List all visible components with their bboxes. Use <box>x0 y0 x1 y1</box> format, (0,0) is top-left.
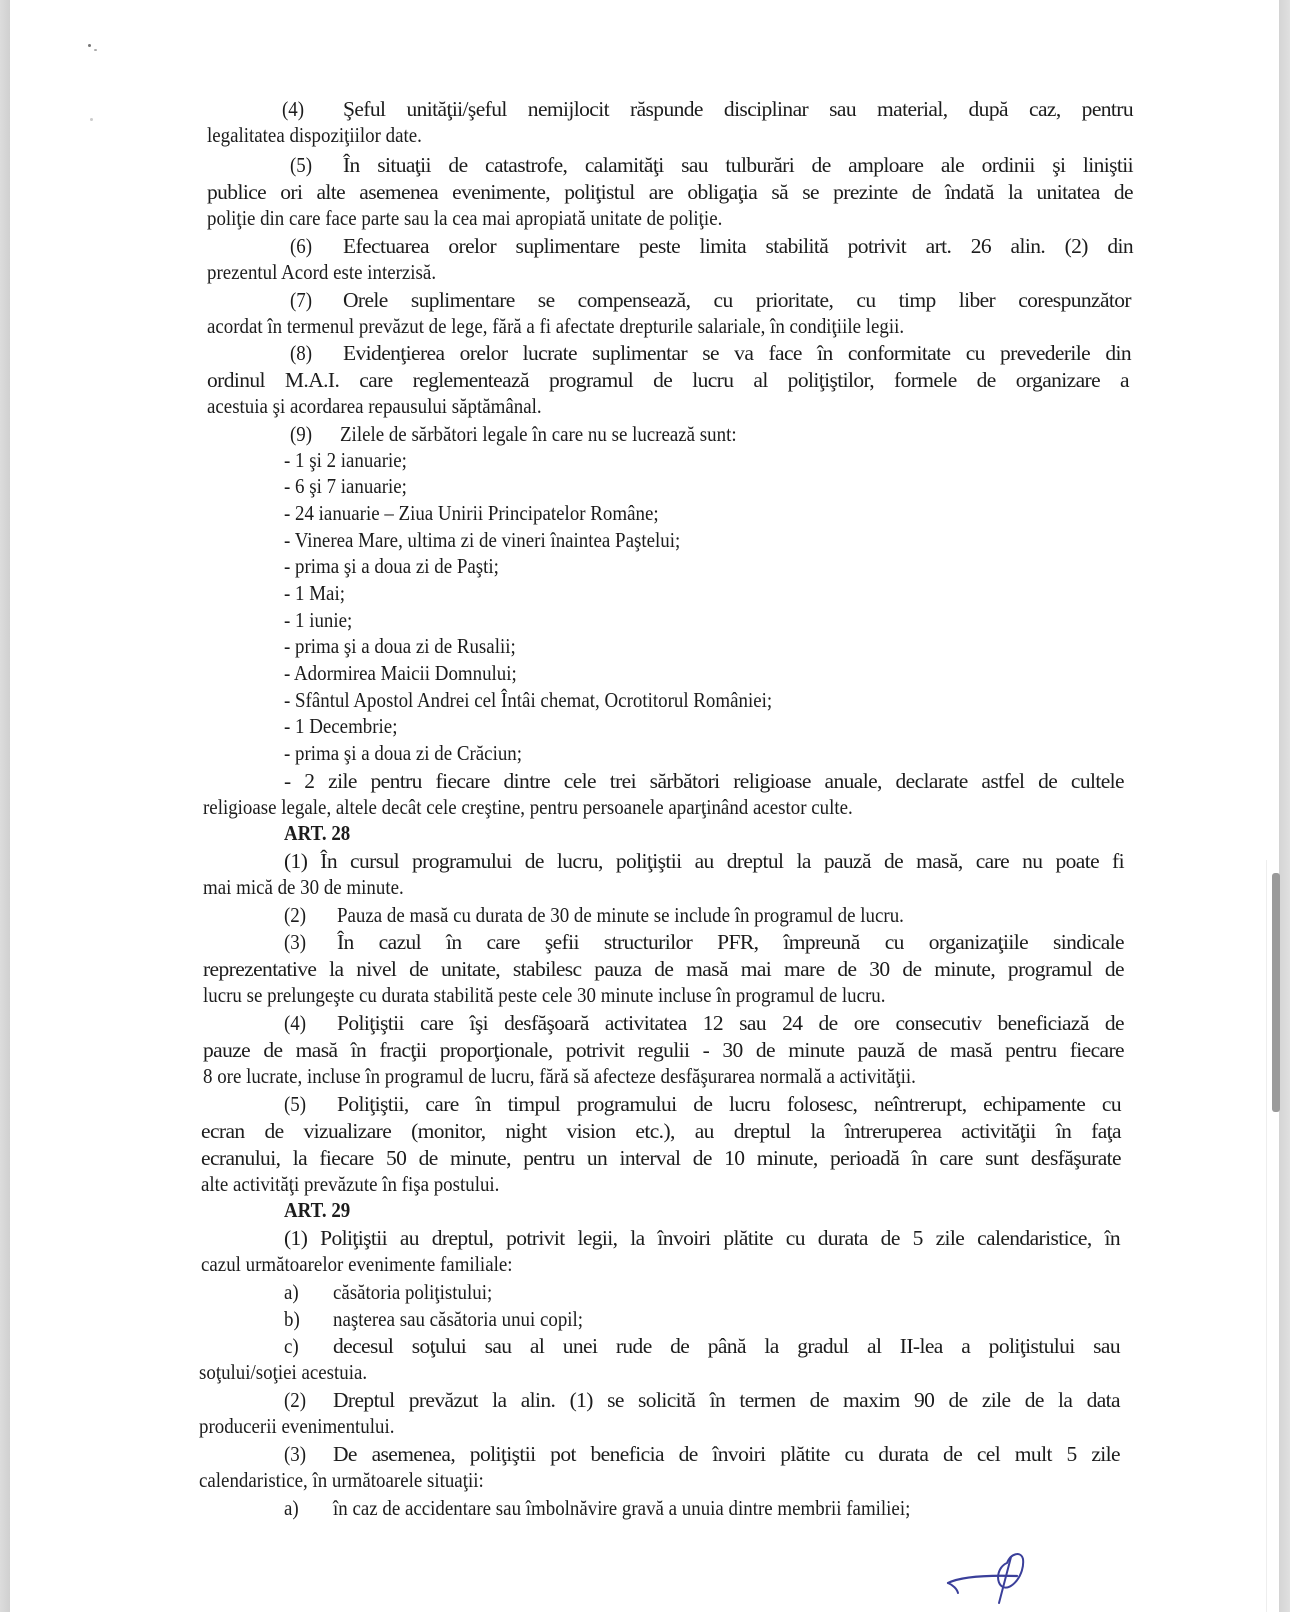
holiday-item: - 6 şi 7 ianuarie; <box>284 474 407 498</box>
paragraph-line: Evidenţierea orelor lucrate suplimentar se va face în conformitate cu prevederile din <box>343 341 1131 365</box>
paragraph-line: lucru se prelungeşte cu durata stabilită peste cele 30 minute incluse în programul de lucru. <box>203 983 886 1007</box>
paragraph-line: Orele suplimentare se compensează, cu prioritate, cu timp liber corespunzător <box>343 288 1131 312</box>
paragraph-line: pauze de masă în fracţii proporţionale, potrivit regulii - 30 de minute pauză de masă pentru fiecare <box>203 1038 1124 1062</box>
viewer-left-edge <box>0 0 10 1612</box>
list-item: decesul soţului sau al unei rude de până la gradul al II-lea a poliţistului sau <box>333 1334 1120 1358</box>
paragraph-line: Şeful unităţii/şeful nemijlocit răspunde disciplinar sau material, după caz, pentru <box>343 97 1133 121</box>
paragraph-line: producerii evenimentului. <box>199 1414 395 1438</box>
paragraph-line: cazul următoarelor evenimente familiale: <box>201 1252 513 1276</box>
list-item-label: b) <box>284 1307 300 1331</box>
holiday-item: - 1 şi 2 ianuarie; <box>284 448 407 472</box>
holiday-item: - prima şi a doua zi de Crăciun; <box>284 741 522 765</box>
paragraph-line: ecranului, la fiecare 50 de minute, pentru un interval de 10 minute, perioadă în care sunt desfăşurate <box>201 1146 1121 1170</box>
paragraph-label: (9) <box>290 422 313 446</box>
paragraph-line: reprezentative la nivel de unitate, stabilesc pauza de masă mai mare de 30 de minute, programul de <box>203 957 1124 981</box>
paragraph-label: (4) <box>284 1011 307 1035</box>
paragraph-label: (2) <box>284 903 307 927</box>
paragraph-line: Poliţiştii care îşi desfăşoară activitatea 12 sau 24 de ore consecutiv beneficiază de <box>337 1011 1124 1035</box>
holiday-item: - Adormirea Maicii Domnului; <box>284 661 517 685</box>
list-item-label: c) <box>284 1334 299 1358</box>
paragraph-line: De asemenea, poliţiştii pot beneficia de învoiri plătite cu durata de cel mult 5 zile <box>333 1442 1120 1466</box>
holiday-item: - 24 ianuarie – Ziua Unirii Principatelor Române; <box>284 501 659 525</box>
paragraph-label: (8) <box>290 341 313 365</box>
holiday-item: - Vinerea Mare, ultima zi de vineri înaintea Paştelui; <box>284 528 681 552</box>
paragraph-line: (1) În cursul programului de lucru, poliţiştii au dreptul la pauză de masă, care nu poate fi <box>284 849 1124 873</box>
scan-specks <box>88 44 108 124</box>
paragraph-label: (5) <box>284 1092 307 1116</box>
holiday-item: - 1 Decembrie; <box>284 714 398 738</box>
paragraph-line: Pauza de masă cu durata de 30 de minute se include în programul de lucru. <box>337 903 904 927</box>
signature-icon <box>945 1545 1035 1605</box>
scrollbar-thumb[interactable] <box>1272 873 1280 1112</box>
paragraph-label: (3) <box>284 1442 307 1466</box>
paragraph-line: Zilele de sărbători legale în care nu se lucrează sunt: <box>340 422 737 446</box>
paragraph-line: mai mică de 30 de minute. <box>203 875 404 899</box>
holiday-item: - prima şi a doua zi de Paşti; <box>284 554 499 578</box>
list-item-label: a) <box>284 1280 299 1304</box>
paragraph-line: legalitatea dispoziţiilor date. <box>207 123 422 147</box>
paragraph-line: Efectuarea orelor suplimentare peste limita stabilită potrivit art. 26 alin. (2) din <box>343 234 1133 258</box>
paragraph-label: (4) <box>282 97 305 121</box>
paragraph-line: alte activităţi prevăzute în fişa postului. <box>201 1172 500 1196</box>
holiday-item: - 1 iunie; <box>284 608 353 632</box>
list-item-label: a) <box>284 1496 299 1520</box>
paragraph-line: poliţie din care face parte sau la cea mai apropiată unitate de poliţie. <box>207 206 723 230</box>
paragraph-line: Dreptul prevăzut la alin. (1) se solicită în termen de maxim 90 de zile de la data <box>333 1388 1120 1412</box>
paragraph-line: prezentul Acord este interzisă. <box>207 260 437 284</box>
holiday-item: - prima şi a doua zi de Rusalii; <box>284 634 516 658</box>
holiday-item: - 2 zile pentru fiecare dintre cele trei sărbători religioase anuale, declarate astfel de cultele <box>284 769 1124 793</box>
paragraph-label: (3) <box>284 930 307 954</box>
paragraph-line: calendaristice, în următoarele situaţii: <box>199 1468 484 1492</box>
holiday-item-continued: religioase legale, altele decât cele creştine, pentru persoanele aparţinând acestor culte. <box>203 795 853 819</box>
paragraph-label: (6) <box>290 234 313 258</box>
paragraph-label: (5) <box>290 153 313 177</box>
article-heading: ART. 29 <box>284 1198 351 1222</box>
scrollbar-track[interactable] <box>1279 0 1290 1612</box>
paragraph-line: acestuia şi acordarea repausului săptămânal. <box>207 394 542 418</box>
paragraph-line: publice ori alte asemenea evenimente, poliţistul are obligaţia să se prezinte de îndată la unitatea de <box>207 180 1133 204</box>
paragraph-line: În cazul în care şefii structurilor PFR, împreună cu organizaţiile sindicale <box>337 930 1124 954</box>
list-item-continued: soţului/soţiei acestuia. <box>199 1360 368 1384</box>
list-item: naşterea sau căsătoria unui copil; <box>333 1307 584 1331</box>
paragraph-line: ordinul M.A.I. care reglementează programul de lucru al poliţiştilor, formele de organizare a <box>207 368 1129 392</box>
holiday-item: - 1 Mai; <box>284 581 345 605</box>
list-item: în caz de accidentare sau îmbolnăvire gravă a unuia dintre membrii familiei; <box>333 1496 911 1520</box>
paragraph-line: ecran de vizualizare (monitor, night vision etc.), au dreptul la întreruperea activităţii în faţa <box>201 1119 1121 1143</box>
paragraph-line: În situaţii de catastrofe, calamităţi sau tulburări de amploare ale ordinii şi liniştii <box>343 153 1133 177</box>
paragraph-line: (1) Poliţiştii au dreptul, potrivit legii, la învoiri plătite cu durata de 5 zile calendaristice, în <box>284 1226 1120 1250</box>
list-item: căsătoria poliţistului; <box>333 1280 493 1304</box>
page-shadow-line <box>1266 860 1267 1612</box>
paragraph-label: (2) <box>284 1388 307 1412</box>
viewer-gutter <box>1236 0 1279 1612</box>
article-heading: ART. 28 <box>284 821 351 845</box>
paragraph-line: acordat în termenul prevăzut de lege, fără a fi afectate drepturile salariale, în condiţiile legii. <box>207 314 905 338</box>
paragraph-label: (7) <box>290 288 313 312</box>
holiday-item: - Sfântul Apostol Andrei cel Întâi chemat, Ocrotitorul României; <box>284 688 773 712</box>
paragraph-line: 8 ore lucrate, incluse în programul de lucru, fără să afecteze desfăşurarea normală a activităţii. <box>203 1064 916 1088</box>
paragraph-line: Poliţiştii, care în timpul programului de lucru folosesc, neîntrerupt, echipamente cu <box>337 1092 1121 1116</box>
